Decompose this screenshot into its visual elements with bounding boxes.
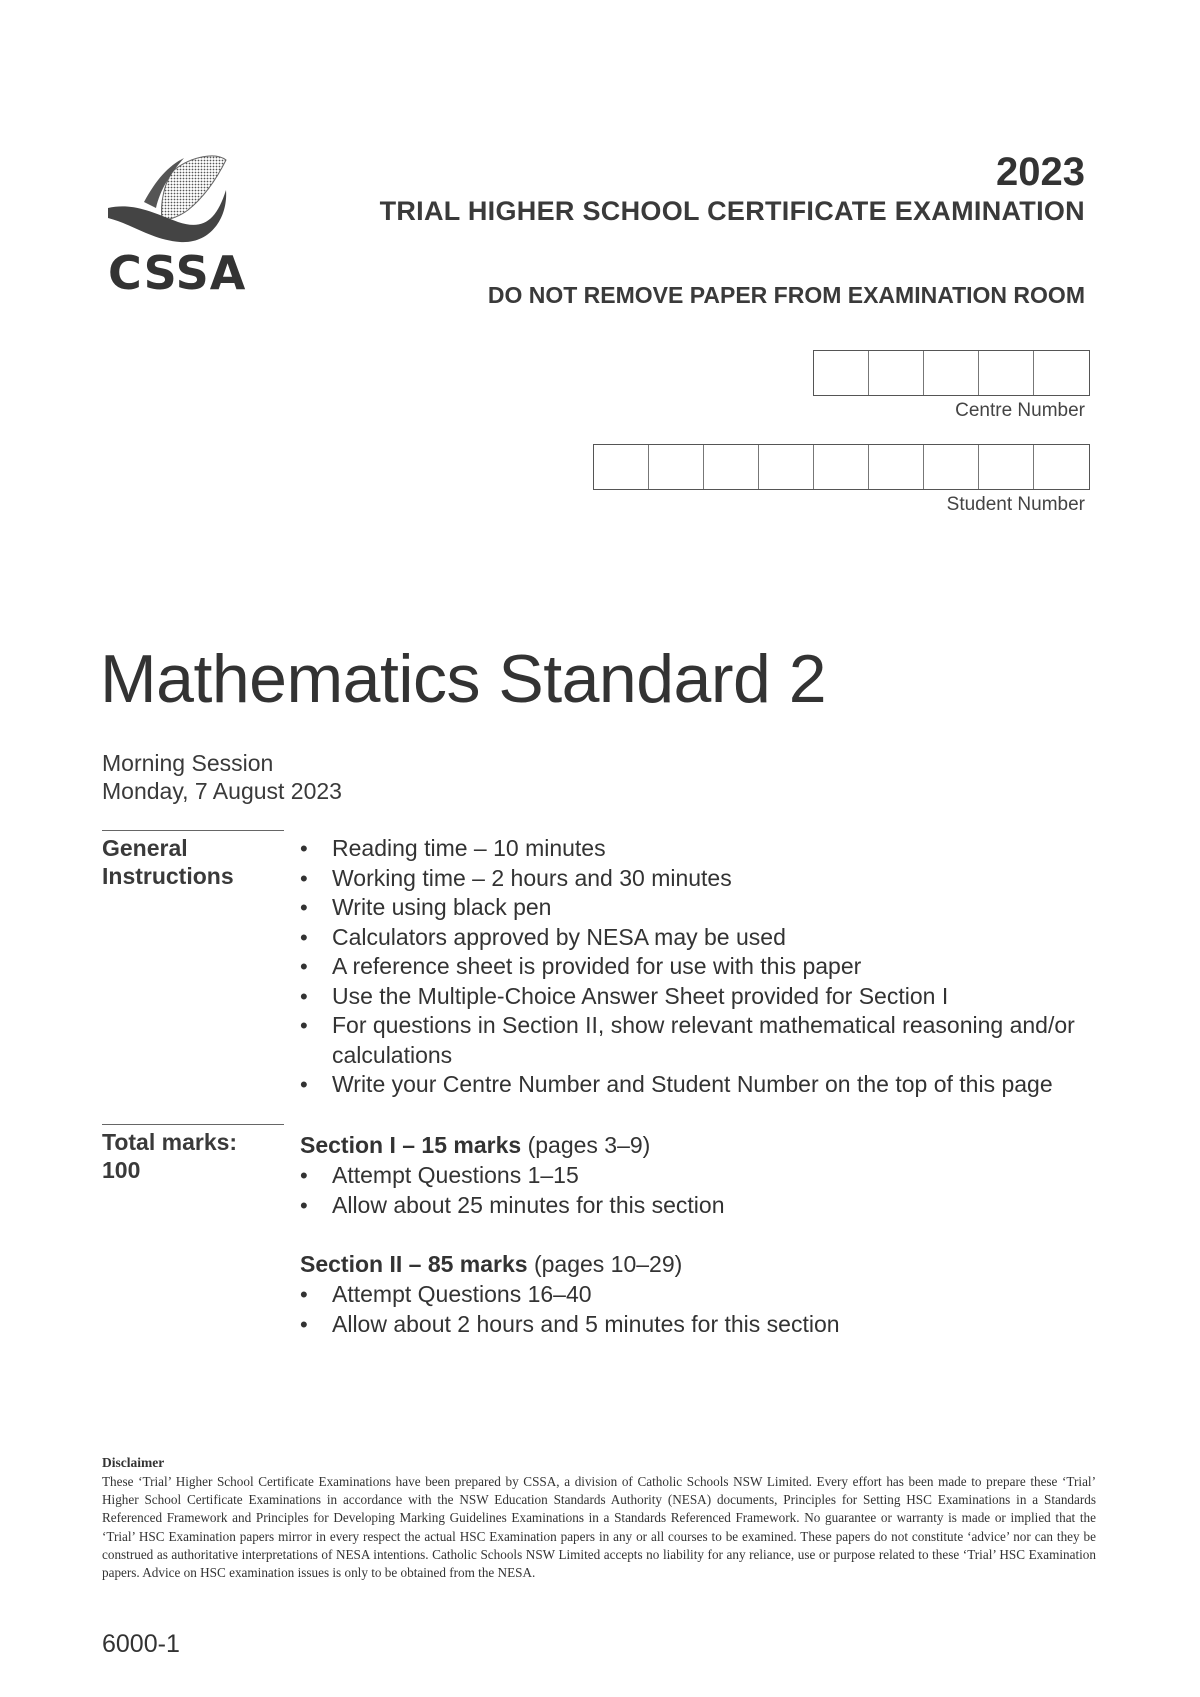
paper-code: 6000-1	[102, 1630, 180, 1658]
disclaimer-text: These ‘Trial’ Higher School Certificate Examinations have been prepared by CSSA, a division of Catholic Schools NSW Limited. Every effort has been made to prepare these ‘Trial’ Higher School Certificate Examinations in accordance with the NSW Education Standards Authority (NESA) documents, Principles for Setting HSC Examinations in a Standards Referenced Framework and Principles for Developing Marking Guidelines Examinations in a Standards Referenced Framework. No guarantee or warranty is made or implied that the ‘Trial’ HSC Examination papers mirror in every respect the actual HSC Examination papers in any or all courses to be examined. These papers do not constitute ‘advice’ nor can they be construed as authoritative interpretations of NESA intentions. Catholic Schools NSW Limited accepts no liability for any reliance, use or purpose related to these ‘Trial’ HSC Examination papers. Advice on HSC examination issues is only to be obtained from the NESA.	[102, 1474, 1096, 1581]
exam-date: Monday, 7 August 2023	[102, 778, 342, 804]
disclaimer-title: Disclaimer	[102, 1455, 165, 1470]
general-instructions-heading	[102, 834, 282, 890]
list-item: • Use the Multiple-Choice Answer Sheet provided for Section I	[300, 982, 1130, 1012]
heading-line: Instructions	[102, 863, 234, 889]
logo-text: CSSA	[108, 246, 247, 300]
student-number-box[interactable]	[649, 445, 704, 489]
student-number-box[interactable]	[979, 445, 1034, 489]
list-item: • Allow about 2 hours and 5 minutes for this section	[300, 1310, 840, 1340]
centre-number-box[interactable]	[814, 351, 869, 395]
section-1-list	[300, 1161, 724, 1220]
student-number-boxes[interactable]	[593, 444, 1090, 490]
divider	[102, 1124, 284, 1125]
section-pages: (pages 3–9)	[527, 1132, 651, 1158]
list-item: • Working time – 2 hours and 30 minutes	[300, 864, 1130, 894]
list-item: • A reference sheet is provided for use with this paper	[300, 952, 1130, 982]
list-item: • Calculators approved by NESA may be used	[300, 923, 1130, 953]
centre-number-label: Centre Number	[955, 400, 1085, 421]
list-item: • Write using black pen	[300, 893, 1130, 923]
section-1-heading	[300, 1132, 650, 1159]
section-title: Section II – 85 marks	[300, 1251, 528, 1277]
student-number-box[interactable]	[594, 445, 649, 489]
warning-notice: DO NOT REMOVE PAPER FROM EXAMINATION ROOM	[487, 282, 1085, 308]
student-number-label: Student Number	[946, 494, 1085, 515]
centre-number-boxes[interactable]	[813, 350, 1090, 396]
list-item: • For questions in Section II, show relevant mathematical reasoning and/or calculations	[300, 1011, 1130, 1070]
list-item: • Allow about 25 minutes for this section	[300, 1191, 724, 1221]
section-pages: (pages 10–29)	[533, 1251, 683, 1277]
cssa-swoosh-icon	[104, 150, 244, 250]
centre-number-box[interactable]	[979, 351, 1034, 395]
section-2-heading	[300, 1251, 682, 1278]
centre-number-box[interactable]	[869, 351, 924, 395]
student-number-box[interactable]	[704, 445, 759, 489]
student-number-box[interactable]	[1034, 445, 1089, 489]
exam-year: 2023	[996, 150, 1085, 194]
session-label: Morning Session	[102, 750, 274, 776]
centre-number-box[interactable]	[1034, 351, 1089, 395]
student-number-box[interactable]	[814, 445, 869, 489]
centre-number-box[interactable]	[924, 351, 979, 395]
section-title: Section I – 15 marks	[300, 1132, 522, 1158]
list-item: • Attempt Questions 16–40	[300, 1280, 840, 1310]
subject-title: Mathematics Standard 2	[100, 641, 827, 717]
heading-line: General	[102, 835, 188, 861]
list-item: • Write your Centre Number and Student Number on the top of this page	[300, 1070, 1130, 1100]
exam-title: TRIAL HIGHER SCHOOL CERTIFICATE EXAMINATION	[379, 196, 1085, 226]
student-number-box[interactable]	[924, 445, 979, 489]
divider	[102, 830, 284, 831]
general-instructions-list	[300, 834, 1130, 1100]
total-marks-label: Total marks:	[102, 1129, 238, 1155]
list-item: • Reading time – 10 minutes	[300, 834, 1130, 864]
section-2-list	[300, 1280, 840, 1339]
total-marks-heading	[102, 1128, 282, 1184]
total-marks-value: 100	[102, 1157, 141, 1183]
student-number-box[interactable]	[869, 445, 924, 489]
list-item: • Attempt Questions 1–15	[300, 1161, 724, 1191]
cssa-logo	[104, 150, 247, 300]
student-number-box[interactable]	[759, 445, 814, 489]
